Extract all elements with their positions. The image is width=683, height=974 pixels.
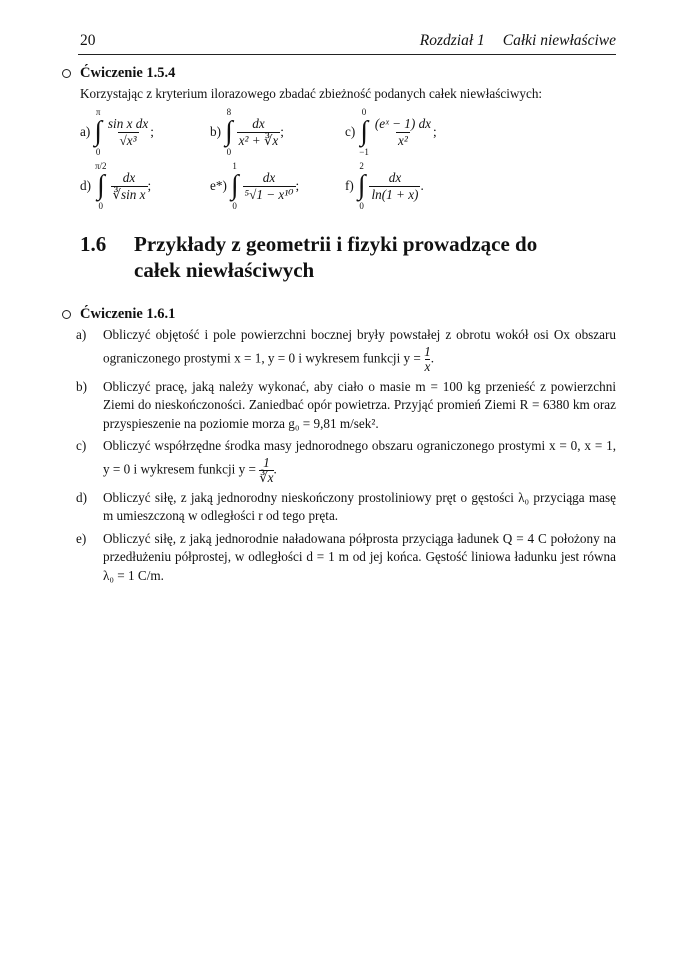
integral-c: [345, 107, 545, 157]
integrand-fraction: [237, 116, 281, 149]
integral-sign-icon: ∫: [230, 170, 239, 201]
integral-b: [210, 107, 345, 157]
exercise-items: [76, 326, 616, 585]
lower-limit: 0: [232, 201, 237, 211]
numerator: dx: [122, 169, 136, 185]
item-text: Obliczyć pracę, jaką należy wykonać, aby ciało o masie m = 100 kg przenieść z powierzchni Ziemi do nieskończoności. Zaniedbać opór powietrza. Przyjąć promień Ziemi R = 6380 km oraz przyspieszenie na poziomie morza g₀ = 9,81 m/sek².: [103, 378, 616, 431]
item-label: c): [76, 438, 87, 453]
item-end: .: [430, 350, 435, 366]
lower-limit: −1: [359, 147, 369, 157]
fraction-num: 1: [263, 454, 270, 470]
integrals-list: [80, 107, 616, 211]
fraction: [424, 345, 431, 374]
integrand-fraction: [369, 170, 420, 203]
integral-sign-icon: ∫: [94, 116, 102, 147]
denominator: x²: [398, 132, 408, 148]
fraction-num: 1: [424, 343, 431, 359]
running-header-title: Całki niewłaściwe: [502, 32, 616, 49]
integral-end: ;: [150, 124, 154, 139]
integral-sign-icon: ∫: [357, 170, 366, 201]
integral-label: d): [80, 178, 91, 193]
lower-limit: 0: [98, 201, 104, 211]
section-title-line1: Przykłady z geometrii i fizyki prowadzące do: [134, 232, 538, 256]
integral-end: ;: [433, 124, 437, 139]
denominator: √x³: [119, 132, 137, 148]
item-label: a): [76, 327, 87, 342]
upper-limit: π: [95, 107, 101, 117]
integrand-fraction: [243, 170, 296, 203]
integral-end: ;: [280, 124, 284, 139]
upper-limit: 1: [232, 161, 237, 171]
integral-f: [345, 161, 545, 211]
integrand-fraction: [111, 170, 148, 203]
integral-label: a): [80, 124, 91, 139]
item-text: Obliczyć siłę, z jaką jednorodny nieskończony prostoliniowy pręt o gęstości λ₀ przyciąga masę m umieszczoną w odległości r od tego pręta.: [103, 489, 616, 523]
integral-end: .: [420, 178, 424, 193]
upper-limit: π/2: [95, 161, 107, 171]
item-text: Obliczyć siłę, z jaką jednorodnie naładowana półprosta przyciąga ładunek Q = 4 C położony na przedłużeniu półprostej, w odległości d = 1 m od jej końca. Gęstość liniowa ładunku jest równa λ₀ = 1 C/m.: [103, 530, 616, 583]
exercise-title: Ćwiczenie 1.5.4: [80, 65, 176, 81]
section-title-line2: całek niewłaściwych: [134, 258, 315, 282]
integral-end: ;: [295, 178, 300, 193]
integral-label: e*): [210, 178, 227, 193]
exercise-title: Ćwiczenie 1.6.1: [80, 306, 176, 322]
lower-limit: 0: [226, 147, 232, 157]
item-text: Obliczyć objętość i pole powierzchni bocznej bryły powstałej z obrotu wokół osi Ox obszaru ograniczonego prostymi x = 1, y = 0 i wykresem funkcji y =: [103, 327, 616, 366]
exercise-item-c: [76, 437, 616, 485]
exercise-circle-icon: [62, 69, 71, 78]
exercise-circle-icon: [62, 310, 71, 319]
integral-limits: [94, 107, 102, 157]
numerator: (eˣ − 1) dx: [374, 115, 432, 131]
section-heading: [80, 231, 616, 283]
denominator: ⁵√1 − x¹⁰: [244, 186, 294, 202]
header-rule: [78, 54, 616, 55]
integral-label: b): [210, 124, 221, 139]
denominator: ∛sin x: [112, 186, 146, 202]
numerator: sin x dx: [107, 115, 149, 131]
integrand-fraction: [373, 116, 433, 149]
numerator: dx: [252, 115, 265, 131]
integral-label: f): [345, 178, 354, 193]
running-header-right: [420, 31, 616, 51]
integral-limits: [358, 161, 366, 211]
integral-limits: [95, 161, 107, 211]
integral-limits: [225, 107, 233, 157]
integral-sign-icon: ∫: [225, 116, 233, 147]
exercise-heading: [80, 305, 616, 324]
fraction: [259, 456, 273, 485]
integral-sign-icon: ∫: [96, 170, 105, 201]
item-label: b): [76, 378, 87, 394]
exercise-intro: Korzystając z kryterium ilorazowego zbadać zbieżność podanych całek niewłaściwych:: [80, 86, 543, 101]
item-label: d): [76, 489, 87, 505]
section-number: 1.6: [80, 232, 107, 256]
running-header-chapter: Rozdział 1: [419, 32, 485, 49]
integral-sign-icon: ∫: [360, 116, 368, 147]
integral-e: [210, 161, 345, 211]
numerator: dx: [262, 169, 276, 185]
integral-a: [80, 107, 210, 157]
section-title: [134, 231, 537, 283]
integrand-fraction: [106, 116, 150, 149]
exercise-item-d: [76, 489, 616, 526]
integral-end: ;: [147, 178, 152, 193]
integral-label: c): [345, 124, 356, 139]
integral-limits: [231, 161, 239, 211]
exercise-heading: [80, 64, 616, 83]
fraction-den: ∛x: [259, 469, 274, 485]
fraction-den: x: [424, 358, 431, 374]
lower-limit: 0: [95, 147, 101, 157]
page-number: 20: [80, 32, 96, 49]
running-header: [80, 31, 616, 51]
upper-limit: 0: [361, 107, 367, 117]
upper-limit: 2: [359, 161, 364, 171]
denominator: x² + ∛x: [238, 132, 279, 148]
exercise-item-e: [76, 530, 616, 586]
item-end: .: [273, 461, 277, 477]
denominator: ln(1 + x): [371, 186, 419, 202]
numerator: dx: [388, 169, 402, 185]
item-text: Obliczyć współrzędne środka masy jednorodnego obszaru ograniczonego prostymi x = 0, x = 1, y = 0 i wykresem funkcji y =: [103, 438, 616, 477]
lower-limit: 0: [359, 201, 364, 211]
upper-limit: 8: [226, 107, 232, 117]
integral-d: [80, 161, 210, 211]
exercise-item-b: [76, 378, 616, 434]
exercise-item-a: [76, 326, 616, 374]
integral-limits: [359, 107, 369, 157]
item-label: e): [76, 530, 87, 546]
